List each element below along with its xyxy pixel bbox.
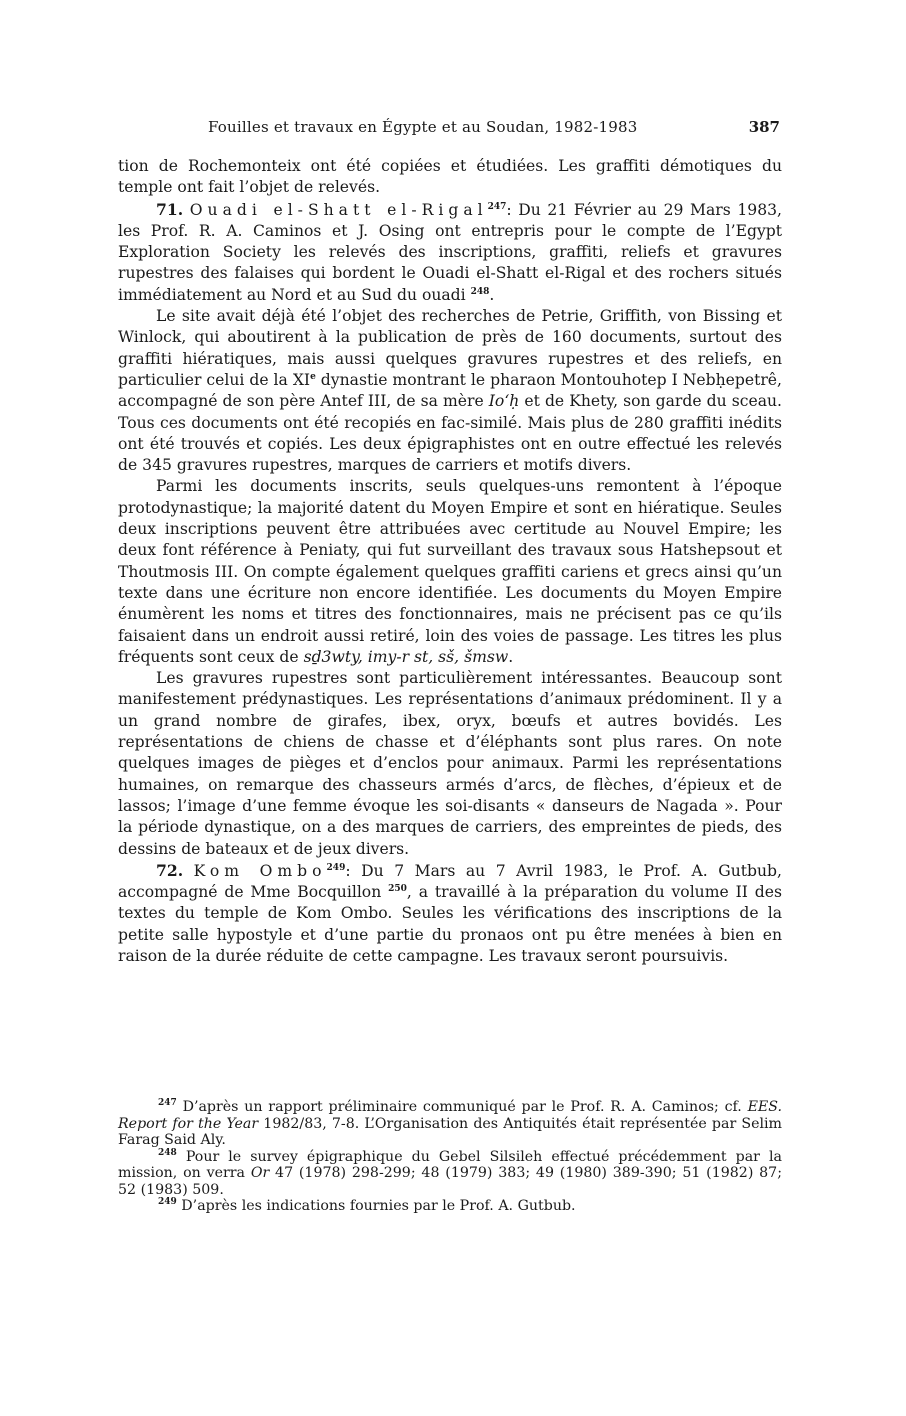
paragraph-text: Les gravures rupestres sont particulièrement intéressantes. Beaucoup sont manifestement prédynastiques. Les représentations d’animaux prédominent. Il y a un grand nombre de girafes, ibex, oryx, bœufs et autres bovidés. Les représentations de chiens de chasse et d’éléphants sont plus rares. On note quelques images de pièges et d’enclos pour animaux. Parmi les représentations humaines, on remarque des chasseurs armés d’arcs, de flèches, d’épieux et de lassos; l’image d’une femme évoque les soi-disants « danseurs de Nagada ». Pour la période dynastique, on a des marques de carriers, des empreintes de pieds, des dessins de bateaux et de jeux divers.: [118, 669, 782, 858]
paragraph-text: , a travaillé à la préparation du volume II des textes du temple de Kom Ombo. Seules les vérifications des inscriptions de la petite salle hypostyle et d’une partie du pronaos ont pu être menées à bien en raison de la durée réduite de cette campagne. Les travaux seront poursuivis.: [118, 883, 782, 965]
italic-term: Or: [250, 1165, 270, 1181]
page: [118, 118, 782, 967]
paragraph-text: tion de Rochemonteix ont été copiées et étudiées. Les graffiti démotiques du temple ont fait l’objet de relevés.: [118, 157, 782, 197]
section-title: Ouadi el-Shatt el-Rigal: [189, 200, 488, 219]
paragraph: [118, 306, 782, 476]
footnote-number: 249: [158, 1197, 177, 1207]
paragraph: [118, 156, 782, 199]
footnote: [118, 1198, 782, 1215]
section-71: 71. Ouadi el-Shatt el-Rigal$^{247}$: Du 21 Février au 29 Mars 1983, les Prof. R. A. Caminos et J. Osing ont entrepris pour le compte de l’Egypt Exploration Society les relevés des inscriptions, graffiti, reliefs et gravures rupestres des falaises qui bordent le Ouadi el-Shatt el-Rigal et des rochers situés immédiatement au Nord et au Sud du ouadi $^{248}$.: [118, 199, 783, 304]
paragraph: [118, 668, 782, 860]
footnotes: [118, 1099, 782, 1215]
page-number: 387: [748, 118, 780, 136]
footnote-ref: 250: [388, 884, 407, 895]
footnote-text: D’après un rapport préliminaire communiqué par le Prof. R. A. Caminos; cf.: [176, 1099, 748, 1115]
section-72: [118, 860, 782, 967]
paragraph-text: .: [508, 647, 514, 666]
paragraph-text: : Du 7 Mars au 7 Avril 1983, le Prof. A. Gutbub, accompagné de Mme Bocquillon: [118, 861, 782, 902]
footnote-ref: 248: [470, 286, 490, 297]
footnote-number: 247: [158, 1098, 177, 1108]
footnote-text: D’après les indications fournies par le Prof. A. Gutbub.: [176, 1198, 576, 1214]
italic-term: Io‘ḥ: [488, 392, 520, 411]
italic-term: sḏ3wty, imy-r st, sš, šmsw: [303, 647, 509, 666]
paragraph: [118, 476, 782, 668]
superscript: e: [310, 371, 316, 382]
footnote: [118, 1099, 782, 1149]
footnote-text: Pour le survey épigraphique du Gebel Silsileh effectué précédemment par la mission, on verra: [118, 1148, 782, 1181]
footnote-text: 1982/83, 7-8. L’Organisation des Antiquités était représentée par Selim Farag Said Aly.: [118, 1115, 783, 1148]
section-number: 71.: [156, 199, 184, 219]
paragraph-text: dynastie montrant le pharaon Montouhotep I Nebḥepetrê, accompagné de son père Antef III, de sa mère: [118, 370, 782, 411]
italic-term: EES. Report for the Year: [118, 1099, 782, 1132]
paragraph-text: Le site avait déjà été l’objet des recherches de Petrie, Griffith, von Bissing et Winlock, qui aboutirent à la publication de près de 160 documents, surtout des graffiti hiératiques, mais aussi quelques gravures rupestres et des reliefs, en particulier celui de la XI: [118, 307, 782, 389]
section-number: 72.: [156, 860, 184, 880]
footnote-ref: 247: [487, 201, 507, 212]
running-title: Fouilles et travaux en Égypte et au Soudan, 1982-1983: [208, 118, 638, 136]
section-title: Kom Ombo: [193, 861, 327, 880]
body-text: [118, 156, 782, 967]
footnote: [118, 1149, 782, 1199]
paragraph-text: : Du 21 Février au 29 Mars 1983, les Prof. R. A. Caminos et J. Osing ont entrepris pour le compte de l’Egypt Exploration Society les relevés des inscriptions, graffiti, reliefs et gravures rupestres des falaises qui bordent le Ouadi el-Shatt el-Rigal et des rochers situés immédiatement au Nord et au Sud du ouadi: [118, 200, 783, 304]
footnote-number: 248: [158, 1147, 177, 1158]
footnote-text: 47 (1978) 298-299; 48 (1979) 383; 49 (1980) 389-390; 51 (1982) 87; 52 (1983) 509.: [118, 1165, 782, 1198]
paragraph-text: Parmi les documents inscrits, seuls quelques-uns remontent à l’époque protodynastique; la majorité datent du Moyen Empire et sont en hiératique. Seules deux inscriptions peuvent être attribuées avec certitude au Nouvel Empire; les deux font référence à Peniaty, qui fut surveillant des travaux sous Hatshepsout et Thoutmosis III. On compte également quelques graffiti cariens et grecs ainsi qu’un texte dans une écriture non encore identifiée. Les documents du Moyen Empire énumèrent les noms et titres des fonctionnaires, mais ne précisent pas ce qu’ils faisaient dans un endroit aussi retiré, loin des voies de passage. Les titres les plus fréquents sont ceux de: [118, 477, 782, 666]
paragraph-text: et de Khety, son garde du sceau. Tous ces documents ont été recopiés en fac-similé. Mais plus de 280 graffiti inédits ont été trouvés et copiés. Les deux épigraphistes ont en outre effectué les relevés de 345 gravures rupestres, marques de carriers et motifs divers.: [118, 392, 782, 475]
running-head: [118, 118, 782, 140]
footnote-ref: 249: [326, 862, 346, 873]
